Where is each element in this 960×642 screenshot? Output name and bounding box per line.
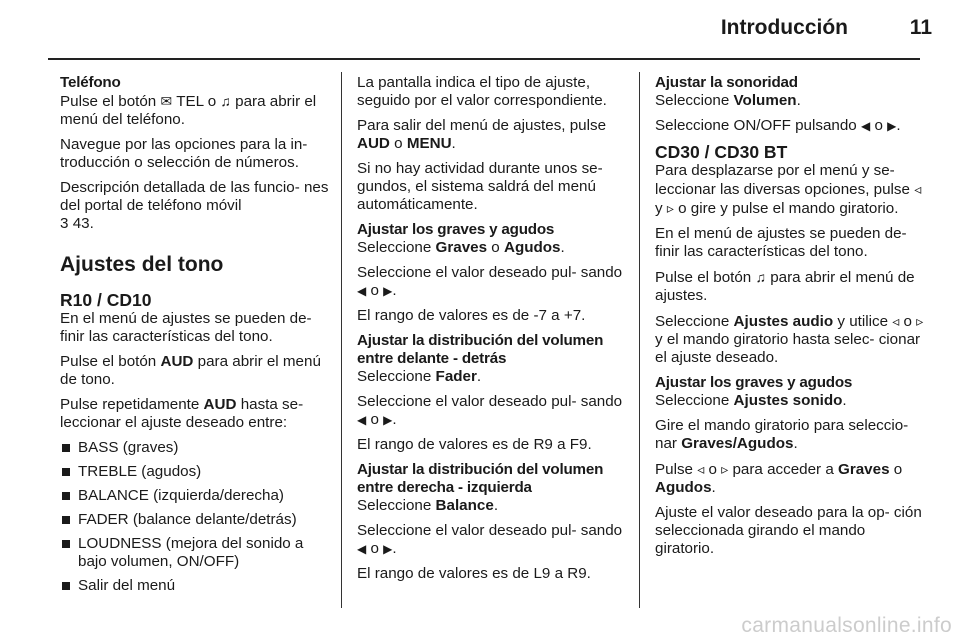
telephone-paragraph-1: Pulse el botón ✉ TEL o ♫ para abrir el menú del teléfono. — [60, 93, 317, 128]
list-item: FADER (balance delante/detrás) — [60, 511, 330, 529]
column-divider-1 — [341, 72, 342, 608]
tel-icon: ✉ — [160, 93, 173, 109]
music-note-icon: ♫ — [220, 93, 231, 109]
bass-treble-heading: Ajustar los graves y agudos — [357, 221, 555, 238]
subsection-title-r10: R10 / CD10 — [60, 290, 152, 310]
bass-range-paragraph: El rango de valores es de -7 a +7. — [357, 307, 586, 324]
page-header-title: Introducción — [720, 16, 848, 39]
loudness-heading: Ajustar la sonoridad — [655, 74, 798, 91]
bullet-square-icon — [62, 582, 70, 590]
telephone-heading: Teléfono — [60, 74, 121, 91]
left-arrow-icon: ◀ — [357, 542, 367, 556]
subsection-title-cd30: CD30 / CD30 BT — [655, 142, 788, 162]
cd30-bass-select-paragraph: Seleccione Ajustes sonido. — [655, 392, 847, 409]
fader-heading: Ajustar la distribución del volumen entre delante - detrás — [357, 332, 604, 367]
column-divider-2 — [639, 72, 640, 608]
cd30-paragraph-2: En el menú de ajustes se pueden de- finir las características del tono. — [655, 225, 907, 260]
bass-value-paragraph: Seleccione el valor deseado pul- sando ◀ o ▶. — [357, 264, 623, 299]
small-right-arrow-icon: ▹ — [721, 461, 729, 477]
column-3 — [655, 74, 925, 565]
page-reference-link[interactable]: 43. — [72, 215, 94, 232]
cd30-turn-paragraph: Gire el mando giratorio para seleccio- nar Graves/Agudos. — [655, 417, 909, 452]
right-arrow-icon: ▶ — [383, 542, 393, 556]
cd30-bass-heading: Ajustar los graves y agudos — [655, 374, 853, 391]
exit-menu-paragraph: Para salir del menú de ajustes, pulse AUD o MENU. — [357, 117, 607, 152]
column-2 — [357, 74, 627, 590]
left-arrow-icon: ◀ — [861, 119, 871, 133]
small-right-arrow-icon: ▹ — [916, 313, 924, 329]
page-number: 11 — [909, 16, 932, 39]
list-item: BASS (graves) — [60, 439, 330, 457]
small-left-arrow-icon: ◃ — [697, 461, 705, 477]
loudness-select-paragraph: Seleccione Volumen. — [655, 92, 801, 109]
list-item: TREBLE (agudos) — [60, 463, 330, 481]
r10-paragraph-3: Pulse repetidamente AUD hasta se- leccionar el ajuste deseado entre: — [60, 396, 304, 431]
bullet-square-icon — [62, 540, 70, 548]
fader-select-paragraph: Seleccione Fader. — [357, 368, 482, 385]
display-paragraph: La pantalla indica el tipo de ajuste, seguido por el valor correspondiente. — [357, 74, 607, 109]
auto-exit-paragraph: Si no hay actividad durante unos se- gundos, el sistema saldrá del menú automáticamente. — [357, 160, 603, 213]
cd30-paragraph-1: Para desplazarse por el menú y se- leccionar las diversas opciones, pulse ◃ y ▹ o gire y pulse el mando giratorio. — [655, 162, 922, 217]
small-left-arrow-icon: ◃ — [914, 181, 922, 197]
list-item: LOUDNESS (mejora del sonido a bajo volumen, ON/OFF) — [60, 535, 330, 571]
header-rule — [48, 58, 920, 60]
cd30-paragraph-4: Seleccione Ajustes audio y utilice ◃ o ▹ y el mando giratorio hasta selec- cionar el ajuste deseado. — [655, 313, 924, 366]
cd30-paragraph-3: Pulse el botón ♫ para abrir el menú de ajustes. — [655, 269, 915, 304]
music-note-icon: ♫ — [755, 269, 766, 285]
column-1 — [60, 74, 330, 601]
bullet-square-icon — [62, 444, 70, 452]
telephone-paragraph-2: Navegue por las opciones para la in- troducción o selección de números. — [60, 136, 308, 171]
right-arrow-icon: ▶ — [383, 284, 393, 298]
r10-paragraph-1: En el menú de ajustes se pueden de- finir las características del tono. — [60, 310, 312, 345]
small-left-arrow-icon: ◃ — [892, 313, 900, 329]
balance-range-paragraph: El rango de valores es de L9 a R9. — [357, 565, 591, 582]
small-right-arrow-icon: ▹ — [666, 200, 674, 216]
right-arrow-icon: ▶ — [383, 413, 393, 427]
left-arrow-icon: ◀ — [357, 284, 367, 298]
cd30-adjust-paragraph: Ajuste el valor deseado para la op- ción seleccionada girando el mando giratorio. — [655, 504, 922, 557]
bullet-square-icon — [62, 492, 70, 500]
list-item: Salir del menú — [60, 577, 330, 595]
watermark: carmanualsonline.info — [741, 614, 952, 637]
bullet-square-icon — [62, 516, 70, 524]
telephone-paragraph-3: Descripción detallada de las funcio- nes del portal de teléfono móvil 3 43. — [60, 179, 329, 232]
cd30-access-paragraph: Pulse ◃ o ▹ para acceder a Graves o Agudos. — [655, 461, 903, 496]
balance-value-paragraph: Seleccione el valor deseado pul- sando ◀ o ▶. — [357, 522, 623, 557]
tone-settings-list — [60, 439, 330, 595]
fader-value-paragraph: Seleccione el valor deseado pul- sando ◀ o ▶. — [357, 393, 623, 428]
loudness-onoff-paragraph: Seleccione ON/OFF pulsando ◀ o ▶. — [655, 117, 901, 134]
list-item: BALANCE (izquierda/derecha) — [60, 487, 330, 505]
left-arrow-icon: ◀ — [357, 413, 367, 427]
fader-range-paragraph: El rango de valores es de R9 a F9. — [357, 436, 592, 453]
right-arrow-icon: ▶ — [887, 119, 897, 133]
balance-heading: Ajustar la distribución del volumen entre derecha - izquierda — [357, 461, 604, 496]
section-title-tone: Ajustes del tono — [60, 253, 224, 276]
bullet-square-icon — [62, 468, 70, 476]
r10-paragraph-2: Pulse el botón AUD para abrir el menú de tono. — [60, 353, 321, 388]
bass-select-paragraph: Seleccione Graves o Agudos. — [357, 239, 565, 256]
balance-select-paragraph: Seleccione Balance. — [357, 497, 499, 514]
reference-arrow-icon: 3 — [60, 215, 69, 232]
